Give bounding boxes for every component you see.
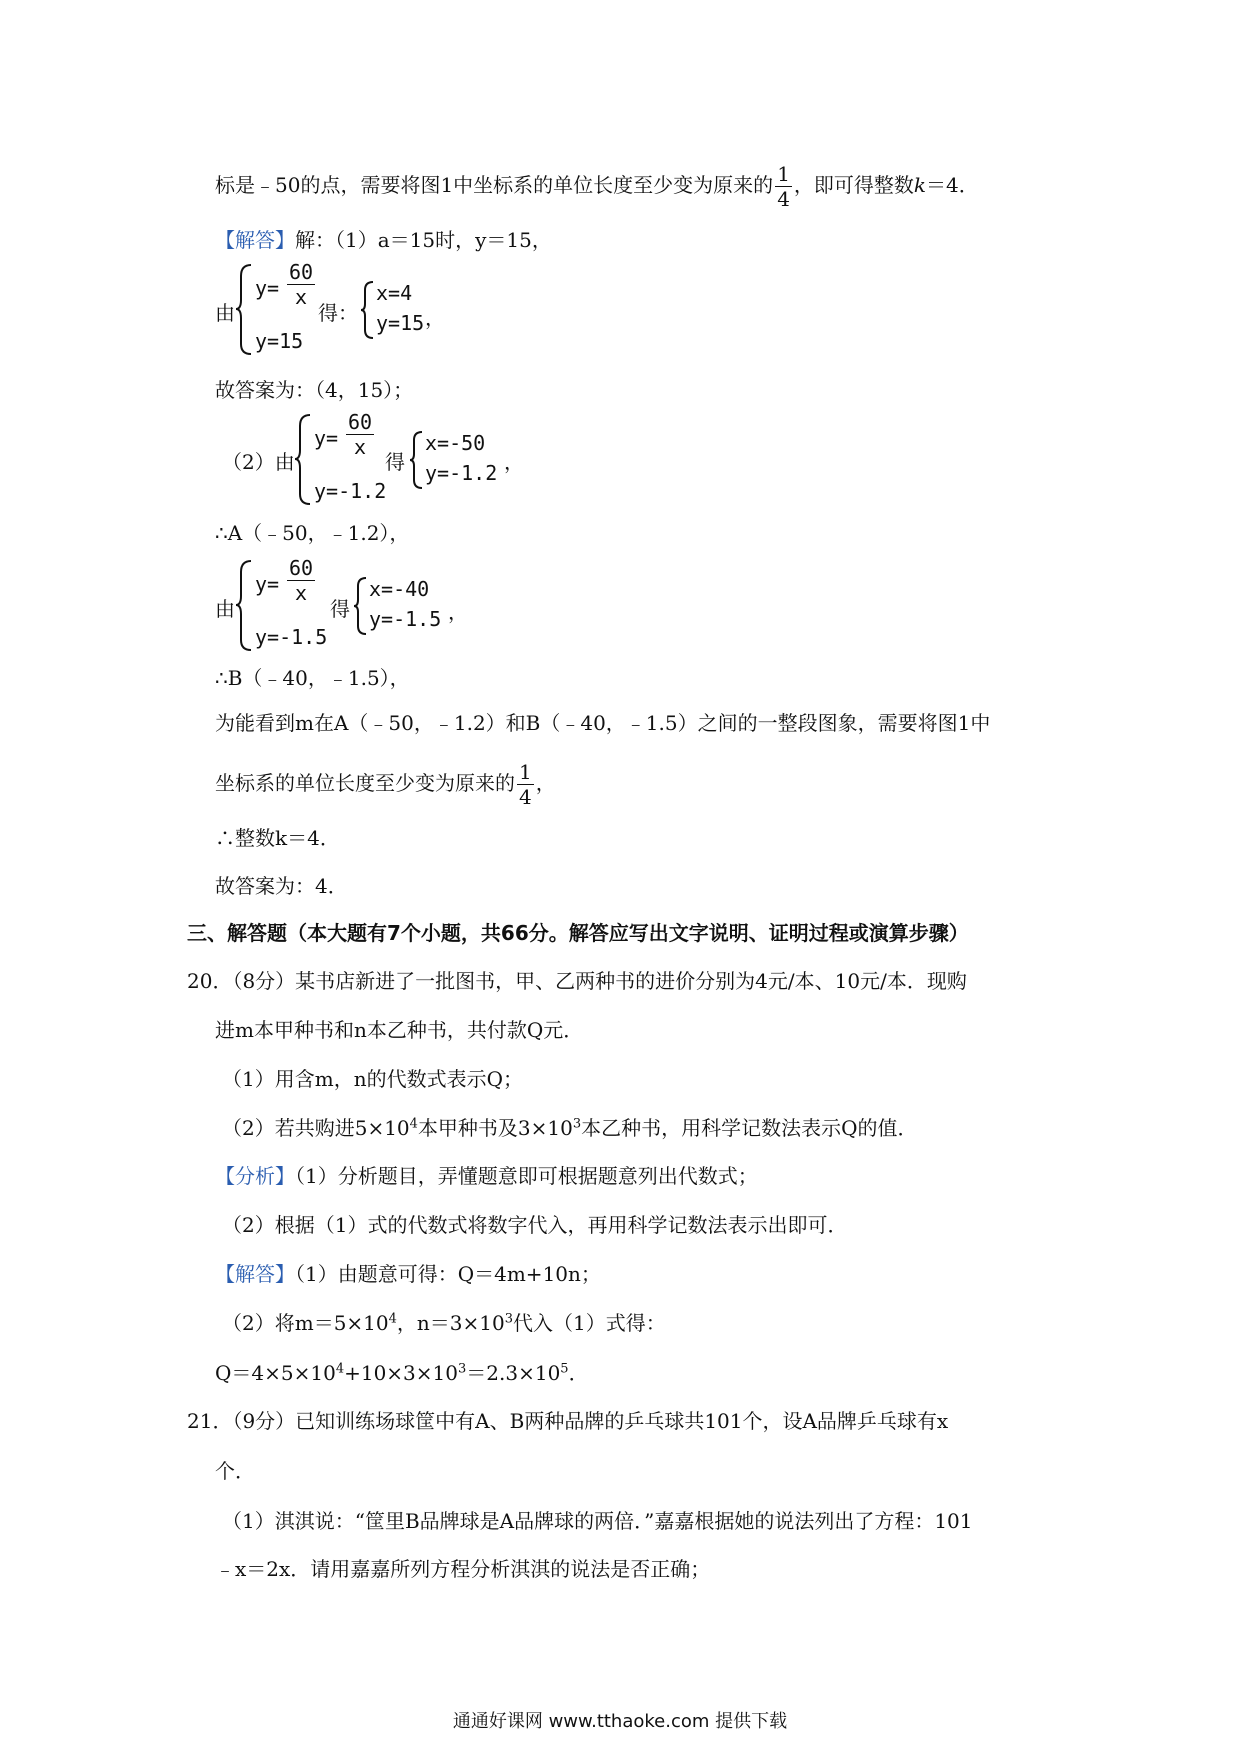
exponent: 4 bbox=[335, 1361, 345, 1377]
exponent: 3 bbox=[458, 1361, 467, 1377]
text-line bbox=[215, 162, 979, 211]
text-segment: ＝2.3×10 bbox=[466, 1361, 561, 1385]
question-text: 20．（8分）某书店新进了一批图书，甲、乙两种书的进价分别为4元/本、10元/本．现购 bbox=[187, 969, 967, 993]
text-segment: ， bbox=[504, 450, 524, 474]
left-brace-icon bbox=[294, 412, 314, 507]
text-line: ∴B（﹣40，﹣1.5）， bbox=[215, 666, 410, 690]
fraction-denominator: 4 bbox=[519, 785, 532, 809]
left-brace-icon bbox=[235, 558, 255, 653]
answer-line bbox=[215, 1360, 589, 1386]
fraction bbox=[287, 260, 315, 309]
text-segment: ， bbox=[535, 771, 556, 795]
section-heading: 三、解答题（本大题有7个小题，共66分。解答应写出文字说明、证明过程或演算步骤） bbox=[187, 921, 969, 945]
fraction-denominator: x bbox=[295, 581, 308, 605]
analysis-tag: 【分析】 bbox=[215, 1164, 295, 1188]
exponent: 4 bbox=[388, 1311, 397, 1327]
text-segment: （2）将m＝5×10 bbox=[222, 1311, 389, 1335]
answer-tag: 【解答】 bbox=[215, 1262, 295, 1286]
text-segment: ＝4． bbox=[926, 173, 979, 197]
left-brace-icon bbox=[409, 430, 425, 490]
equation-row: x=-50 bbox=[425, 431, 486, 455]
answer-tag: 【解答】 bbox=[215, 228, 295, 252]
text-segment: +10×3×10 bbox=[344, 1361, 458, 1385]
equation-system bbox=[222, 412, 562, 507]
text-segment: 代入（1）式得： bbox=[513, 1311, 666, 1335]
text-segment: ， bbox=[425, 306, 445, 330]
text-segment: 坐标系的单位长度至少变为原来的 bbox=[215, 771, 515, 795]
text-segment: （1）分析题目，弄懂题意即可根据题意列出代数式； bbox=[295, 1164, 758, 1188]
fraction-numerator: 60 bbox=[348, 410, 373, 434]
text-line bbox=[215, 227, 552, 253]
text-segment: 得 bbox=[330, 597, 350, 621]
analysis-line bbox=[215, 1163, 758, 1189]
text-segment: 得 bbox=[385, 450, 405, 474]
text-line: 故答案为：4． bbox=[215, 874, 348, 898]
left-brace-icon bbox=[353, 576, 369, 636]
answer-line bbox=[215, 1261, 601, 1287]
text-line: ∴A（﹣50，﹣1.2）， bbox=[215, 521, 410, 545]
equation-lhs: y= bbox=[255, 572, 280, 596]
fraction bbox=[517, 760, 534, 809]
exponent: 5 bbox=[560, 1361, 569, 1377]
fraction-numerator: 60 bbox=[289, 260, 314, 284]
text-line bbox=[215, 760, 556, 809]
equation-row: y=-1.5 bbox=[255, 625, 328, 649]
answer-line bbox=[222, 1310, 666, 1336]
fraction-numerator: 1 bbox=[519, 760, 532, 784]
text-segment: ，即可得整数 bbox=[793, 173, 914, 197]
fraction bbox=[287, 556, 315, 605]
equation-row: y=-1.5 bbox=[369, 607, 442, 631]
question-text: 21．（9分）已知训练场球筐中有A、B两种品牌的乒乓球共101个，设A品牌乒乓球有x bbox=[187, 1409, 949, 1433]
equation-row: x=-40 bbox=[369, 577, 430, 601]
text-segment: 本甲种书及3×10 bbox=[417, 1116, 573, 1140]
text-segment: 由 bbox=[215, 597, 235, 621]
text-line: 故答案为：（4，15）； bbox=[215, 378, 414, 402]
question-part: （1）淇淇说：“筐里B品牌球是A品牌球的两倍．”嘉嘉根据她的说法列出了方程：101 bbox=[222, 1509, 973, 1533]
page-footer: 通通好课网 www.tthaoke.com 提供下载 bbox=[452, 1711, 788, 1732]
question-text: 个． bbox=[215, 1459, 255, 1483]
left-brace-icon bbox=[235, 262, 255, 357]
exponent: 4 bbox=[409, 1116, 418, 1132]
variable: k bbox=[913, 173, 927, 197]
text-segment: 标是﹣50的点，需要将图1中坐标系的单位长度至少变为原来的 bbox=[215, 173, 774, 197]
left-brace-icon bbox=[360, 280, 376, 340]
text-segment: 解：（1）a＝15时，y＝15， bbox=[295, 228, 552, 252]
text-segment: （2）由 bbox=[222, 450, 295, 474]
equation-row: y=15 bbox=[255, 329, 304, 353]
question-part bbox=[222, 1115, 918, 1141]
text-segment: Q＝4×5×10 bbox=[215, 1361, 336, 1385]
equation-row: y=-1.2 bbox=[314, 479, 387, 503]
analysis-line: （2）根据（1）式的代数式将数字代入，再用科学记数法表示出即可． bbox=[222, 1213, 848, 1237]
equation-row: y=-1.2 bbox=[425, 461, 498, 485]
equation-row: x=4 bbox=[376, 281, 413, 305]
equation-lhs: y= bbox=[314, 426, 339, 450]
equation-system bbox=[215, 558, 535, 653]
text-line: 为能看到m在A（﹣50，﹣1.2）和B（﹣40，﹣1.5）之间的一整段图象，需要将图1中 bbox=[215, 711, 991, 735]
fraction-denominator: x bbox=[295, 285, 308, 309]
fraction-numerator: 60 bbox=[289, 556, 314, 580]
text-segment: ， bbox=[448, 600, 468, 624]
text-segment: （1）由题意可得：Q＝4m+10n； bbox=[295, 1262, 601, 1286]
fraction bbox=[346, 410, 374, 459]
equation-lhs: y= bbox=[255, 276, 280, 300]
fraction bbox=[775, 162, 792, 211]
question-part: ﹣x＝2x．请用嘉嘉所列方程分析淇淇的说法是否正确； bbox=[215, 1557, 711, 1581]
fraction-numerator: 1 bbox=[777, 162, 790, 186]
text-segment: 本乙种书，用科学记数法表示Q的值． bbox=[581, 1116, 918, 1140]
text-line: ∴整数k＝4． bbox=[215, 826, 340, 850]
equation-row: y=15 bbox=[376, 311, 425, 335]
equation-system bbox=[215, 262, 515, 357]
text-segment: 得： bbox=[318, 301, 358, 325]
question-text: 进m本甲种书和n本乙种书，共付款Q元． bbox=[215, 1018, 584, 1042]
exponent: 3 bbox=[572, 1116, 582, 1132]
question-part: （1）用含m，n的代数式表示Q； bbox=[222, 1067, 523, 1091]
text-segment: 由 bbox=[215, 301, 235, 325]
text-segment: （2）若共购进5×10 bbox=[222, 1116, 410, 1140]
fraction-denominator: x bbox=[354, 435, 367, 459]
text-segment: ． bbox=[568, 1361, 589, 1385]
exponent: 3 bbox=[504, 1311, 513, 1327]
text-segment: ，n＝3×10 bbox=[396, 1311, 505, 1335]
fraction-denominator: 4 bbox=[777, 187, 790, 211]
